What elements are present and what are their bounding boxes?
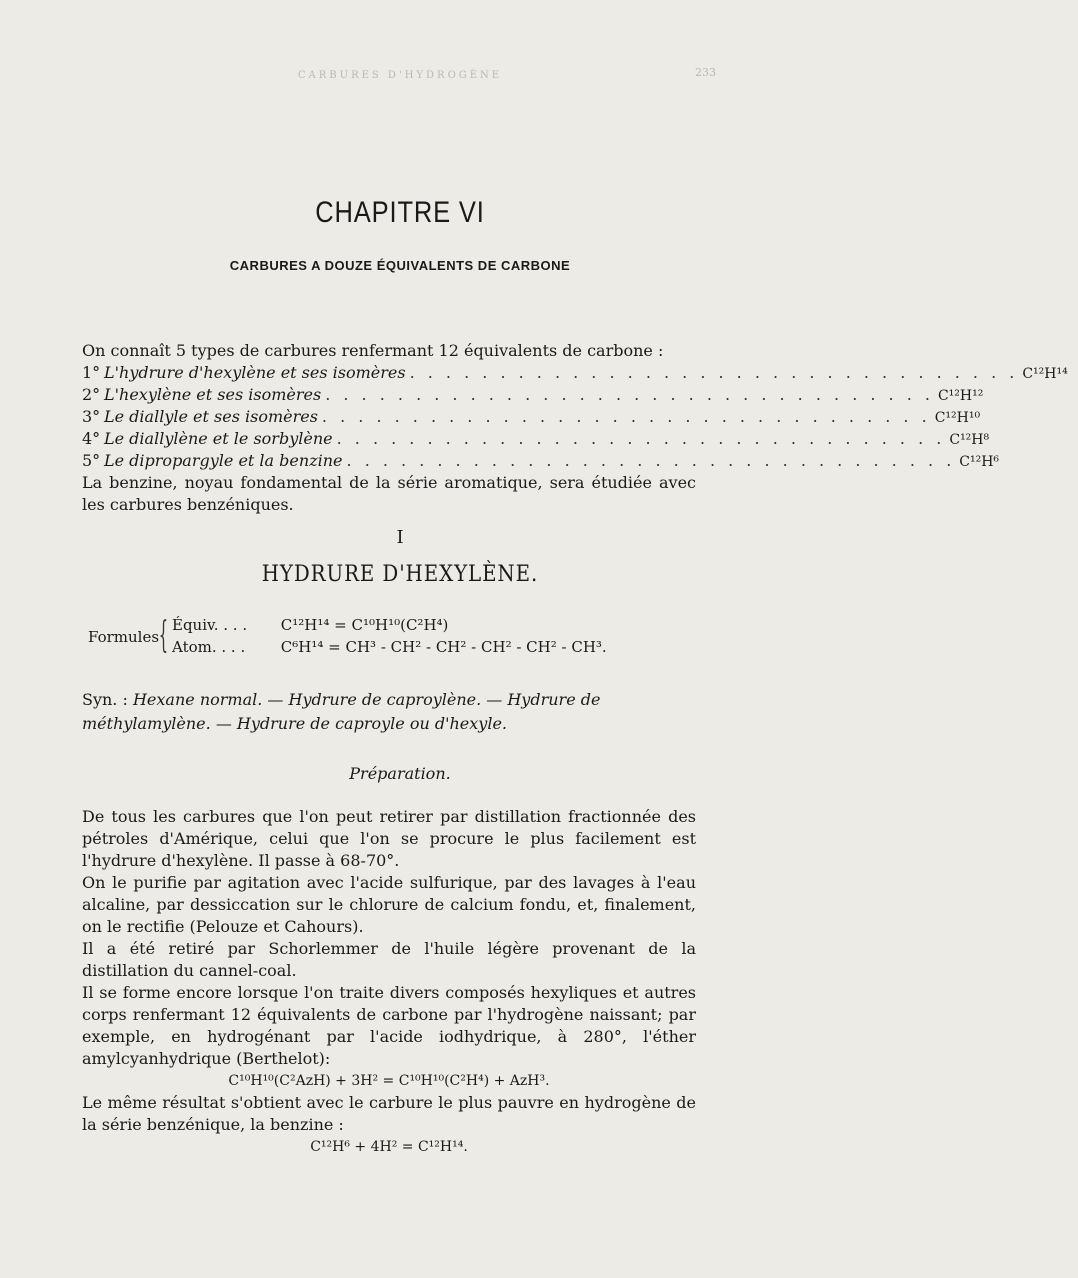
list-item (82, 450, 1000, 472)
list-name: L'hexylène et ses isomères (104, 385, 322, 404)
formula-atom-row (172, 638, 607, 656)
list-formula: C¹²H⁸ (949, 432, 990, 448)
syn-label: Syn. : (82, 690, 128, 709)
list-item (82, 384, 984, 406)
brace-icon: { (158, 615, 169, 656)
page-number: 233 (695, 66, 716, 79)
list-item (82, 406, 981, 428)
synonyms (82, 688, 696, 736)
body-text (82, 806, 696, 1158)
equation-2: C¹²H⁶ + 4H² = C¹²H¹⁴. (310, 1139, 468, 1155)
list-formula: C¹²H¹⁰ (934, 410, 981, 426)
formula-equiv-key: Équiv. . . . (172, 616, 248, 634)
list-number: 4° (82, 429, 101, 448)
chapter-subtitle: CARBURES A DOUZE ÉQUIVALENTS DE CARBONE (229, 258, 571, 273)
running-head: CARBURES D'HYDROGÈNE (297, 70, 503, 81)
list-name: Le diallylène et le sorbylène (104, 429, 333, 448)
list-number: 5° (82, 451, 101, 470)
formula-atom-key: Atom. . . . (172, 638, 246, 656)
paragraph: Le même résultat s'obtient avec le carbure le plus pauvre en hydrogène de la série benzénique, la benzine : (82, 1093, 696, 1134)
leader-dots: . . . . . . . . . . . . . . . . . . . . . . . . . . . . . . . . . . (336, 429, 946, 448)
list-item (82, 362, 1068, 384)
list-number: 1° (82, 363, 101, 382)
list-name: Le diallyle et ses isomères (104, 407, 318, 426)
paragraph: Il a été retiré par Schorlemmer de l'huile légère provenant de la distillation du cannel-coal. (82, 939, 696, 980)
equation-1: C¹⁰H¹⁰(C²AzH) + 3H² = C¹⁰H¹⁰(C²H⁴) + AzH³. (228, 1073, 550, 1089)
list-name: Le dipropargyle et la benzine (104, 451, 343, 470)
leader-dots: . . . . . . . . . . . . . . . . . . . . . . . . . . . . . . . . . . (409, 363, 1019, 382)
formulas-label: Formules (88, 628, 160, 646)
list-item (82, 428, 990, 450)
list-number: 3° (82, 407, 101, 426)
leader-dots: . . . . . . . . . . . . . . . . . . . . . . . . . . . . . . . . . . (325, 385, 934, 404)
paragraph: De tous les carbures que l'on peut retirer par distillation fractionnée des pétroles d'Amérique, celui que l'on se procure le plus facilement est l'hydrure d'hexylène. Il passe à 68-70°. (82, 807, 696, 870)
list-number: 2° (82, 385, 101, 404)
section-number: I (396, 527, 404, 548)
paragraph: Il se forme encore lorsque l'on traite divers composés hexyliques et autres corps renfermant 12 équivalents de carbone par l'hydrogène naissant; par exemple, en hydrogénant par l'acide iodhydrique, à 280°, l'éther amylcyanhydrique (Berthelot): (82, 983, 696, 1068)
types-list (82, 362, 1068, 472)
list-formula: C¹²H⁶ (959, 454, 1000, 470)
leader-dots: . . . . . . . . . . . . . . . . . . . . . . . . . . . . . . . . . . (321, 407, 931, 426)
paragraph: On le purifie par agitation avec l'acide sulfurique, par des lavages à l'eau alcaline, par dessiccation sur le chlorure de calcium fondu, et, finalement, on le rectifie (Pelouze et Cahours). (82, 873, 696, 936)
section-title: HYDRURE D'HEXYLÈNE. (261, 562, 539, 587)
intro-text: On connaît 5 types de carbures renfermant 12 équivalents de carbone : (82, 341, 664, 360)
formula-atom-value: C⁶H¹⁴ = CH³ - CH² - CH² - CH² - CH² - CH³. (280, 638, 607, 656)
list-formula: C¹²H¹⁴ (1022, 366, 1068, 382)
formula-equiv-value: C¹²H¹⁴ = C¹⁰H¹⁰(C²H⁴) (280, 616, 449, 634)
formula-equiv-row (172, 616, 448, 634)
list-formula: C¹²H¹² (937, 388, 984, 404)
list-name: L'hydrure d'hexylène et ses isomères (104, 363, 406, 382)
leader-dots: . . . . . . . . . . . . . . . . . . . . . . . . . . . . . . . . . . (346, 451, 956, 470)
benzine-note: La benzine, noyau fondamental de la série aromatique, sera étudiée avec les carbures benzéniques. (82, 473, 696, 514)
chapter-title: CHAPITRE VI (315, 196, 485, 229)
syn-text: Hexane normal. — Hydrure de caproylène. — Hydrure de méthylamylène. — Hydrure de caproyle ou d'hexyle. (82, 690, 601, 733)
preparation-heading: Préparation. (349, 764, 451, 783)
intro-block (82, 340, 1068, 516)
